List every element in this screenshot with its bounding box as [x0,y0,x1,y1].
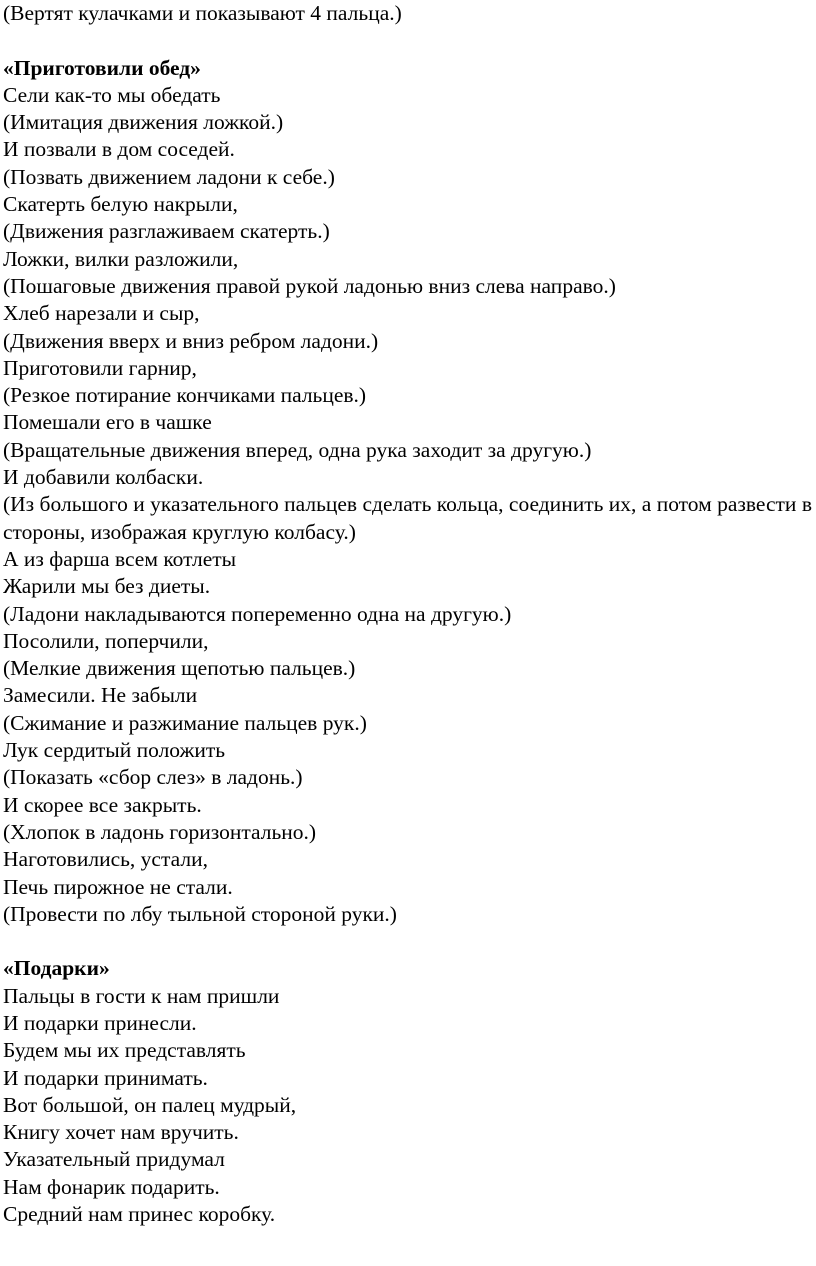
verse-line: (Позвать движением ладони к себе.) [3,164,335,189]
verse-line: И скорее все закрыть. [3,792,202,817]
verse-line: И позвали в дом соседей. [3,137,235,162]
verse-line: (Мелкие движения щепотью пальцев.) [3,656,356,681]
blank-line [3,27,813,54]
verse-line: Жарили мы без диеты. [3,574,211,599]
verse-line: И добавили колбаски. [3,465,204,490]
verse-line: А из фарша всем котлеты [3,546,237,571]
blank-line [3,928,813,955]
verse-line: (Пошаговые движения правой рукой ладонью вниз слева направо.) [3,273,616,298]
verse-line: Пальцы в гости к нам пришли [3,983,280,1008]
verse-line: (Хлопок в ладонь горизонтально.) [3,819,317,844]
verse-line: Посолили, поперчили, [3,628,209,653]
document-page [3,0,813,1228]
verse-line: Помешали его в чашке [3,410,212,435]
verse-line: Хлеб нарезали и сыр, [3,301,200,326]
section-title-gifts: «Подарки» [3,956,110,981]
verse-line: (Провести по лбу тыльной стороной руки.) [3,901,397,926]
section-lunch [3,55,813,929]
verse-line: (Ладони накладываются попеременно одна на другую.) [3,601,512,626]
verse-line: (Движения вверх и вниз ребром ладони.) [3,328,379,353]
verse-line: (Показать «сбор слез» в ладонь.) [3,765,303,790]
verse-line: Вот большой, он палец мудрый, [3,1092,297,1117]
intro-line: (Вертят кулачками и показывают 4 пальца.) [3,1,402,25]
verse-line: Наготовились, устали, [3,847,208,872]
verse-line: Печь пирожное не стали. [3,874,233,899]
verse-line: Приготовили гарнир, [3,355,197,380]
verse-line: Указательный придумал [3,1147,225,1172]
verse-line: (Сжимание и разжимание пальцев рук.) [3,710,367,735]
verse-line: Средний нам принес коробку. [3,1202,276,1227]
section-title-lunch: «Приготовили обед» [3,55,201,80]
verse-line: Ложки, вилки разложили, [3,246,239,271]
verse-line: Лук сердитый положить [3,738,226,763]
verse-line: И подарки принесли. [3,1010,197,1035]
verse-line: Скатерть белую накрыли, [3,192,238,217]
verse-line: Будем мы их представлять [3,1038,246,1063]
verse-line: Замесили. Не забыли [3,683,198,708]
section-gifts [3,955,813,1228]
verse-line: Сели как-то мы обедать [3,82,221,107]
verse-line: (Из большого и указательного пальцев сделать кольца, соединить их, а потом развести в стороны, изображая круглую колбасу.) [3,492,812,544]
verse-line: (Движения разглаживаем скатерть.) [3,219,330,244]
verse-line: (Резкое потирание кончиками пальцев.) [3,383,367,408]
verse-line: (Вращательные движения вперед, одна рука заходит за другую.) [3,437,592,462]
verse-line: Нам фонарик подарить. [3,1174,220,1199]
verse-line: (Имитация движения ложкой.) [3,110,284,135]
verse-line: И подарки принимать. [3,1065,208,1090]
verse-line: Книгу хочет нам вручить. [3,1120,239,1145]
